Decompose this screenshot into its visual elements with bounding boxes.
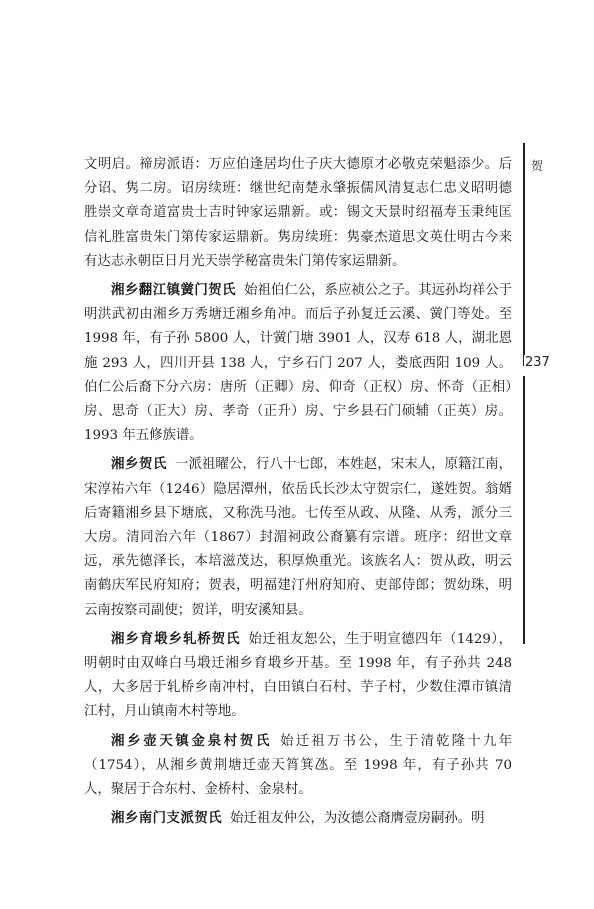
paragraph-text: 始迁祖友仲公，为汝德公裔膺壹房嗣孙。明: [230, 811, 485, 827]
paragraph-nanmen-he: [84, 807, 512, 831]
paragraph-yuduan-he: [84, 628, 512, 725]
paragraph-heading: 湘乡南门支派贺氏: [111, 811, 223, 827]
page-number: 237: [525, 355, 550, 370]
paragraph-heading: 湘乡贺氏: [111, 457, 167, 473]
running-head-char: 贺: [531, 159, 544, 173]
paragraph-jinquan-he: [84, 730, 512, 803]
paragraph-heading: 湘乡翻江镇黉门贺氏: [111, 283, 237, 299]
paragraph-text: 始迁祖友恕公，生于明宣德四年（1429），明朝时由双峰白马塅迁湘乡育塅乡开基。至 1998 年，有子孙共 248 人，大多居于轧桥乡南冲村，白田镇白石村、芋子村，少数住潭市镇清江村，月山镇南木村等地。: [84, 631, 512, 720]
paragraph-heading: 湘乡育塅乡轧桥贺氏: [111, 631, 241, 647]
paragraph-text: 一派祖曜公，行八十七郎，本姓赵，宋末人，原籍江南，宋淳祐六年（1246）隐居潭州，依岳氏长沙太守贺宗仁，遂姓贺。翁婿后寄籍湘乡县下塘底，又称洗马池。七传至从政、从隆、从秀，派分三大房。清同治六年（1867）封湄祠政公裔纂有宗谱。班序：绍世文章远，承先德泽长，本培滋茂达，积厚焕重光。该族名人：贺从政，明云南鹤庆军民府知府；贺表，明福建汀州府知府、吏部侍郎；贺幼珠，明云南按察司副使；贺详，明安溪知县。: [84, 457, 513, 618]
paragraph-text: 始迁祖万书公，生于清乾隆十九年（1754），从湘乡黄荆塘迁壶天筲箕氹。至 1998 年，有子孙共 70 人，聚居于合东村、金桥村、金泉村。: [84, 733, 513, 798]
paragraph-text: 始祖伯仁公，系应祯公之子。其远孙均祥公于明洪武初由湘乡万秀塘迁湘乡角冲。而后子孙复迁云溪、黉门等处。至 1998 年，有子孙 5800 人，计黉门塘 3901 人，汉寿 618 人，湖北恩施 293 人，四川开县 138 人，宁乡石门 207 人，娄底西阳 109 人。伯仁公后裔下分六房：唐所（正卿）房、仰奇（正权）房、怀奇（正相）房、思奇（正大）房、孝奇（正升）房、宁乡县石门硕辅（正英）房。1993 年五修族谱。: [84, 283, 513, 444]
margin-rule-top: [523, 143, 525, 366]
paragraph-text: 文明启。禘房派语：万应伯逢居均仕子庆大德原才必敬克荣魁添少。后分诏、隽二房。诏房续班：继世纪南楚永肇振儒风清复志仁忠义昭明德胜崇文章奇道富贵士吉时钟家运鼎新。或：锡文天景时绍福寿玉秉纯匡信礼胜富贵朱门第传家运鼎新。隽房续班：隽豪杰道思文英仕明古今来有达志永朝臣日月光天崇学秘富贵朱门第传家运鼎新。: [84, 157, 512, 269]
paragraph-heading: 湘乡壶天镇金泉村贺氏: [111, 733, 273, 749]
paragraph-continuation: [84, 153, 512, 274]
paragraph-xiangxiang-he: [84, 453, 512, 622]
margin-rule-bottom: [523, 376, 525, 644]
body-text: [84, 153, 512, 831]
paragraph-fanjiang-he: [84, 279, 512, 448]
